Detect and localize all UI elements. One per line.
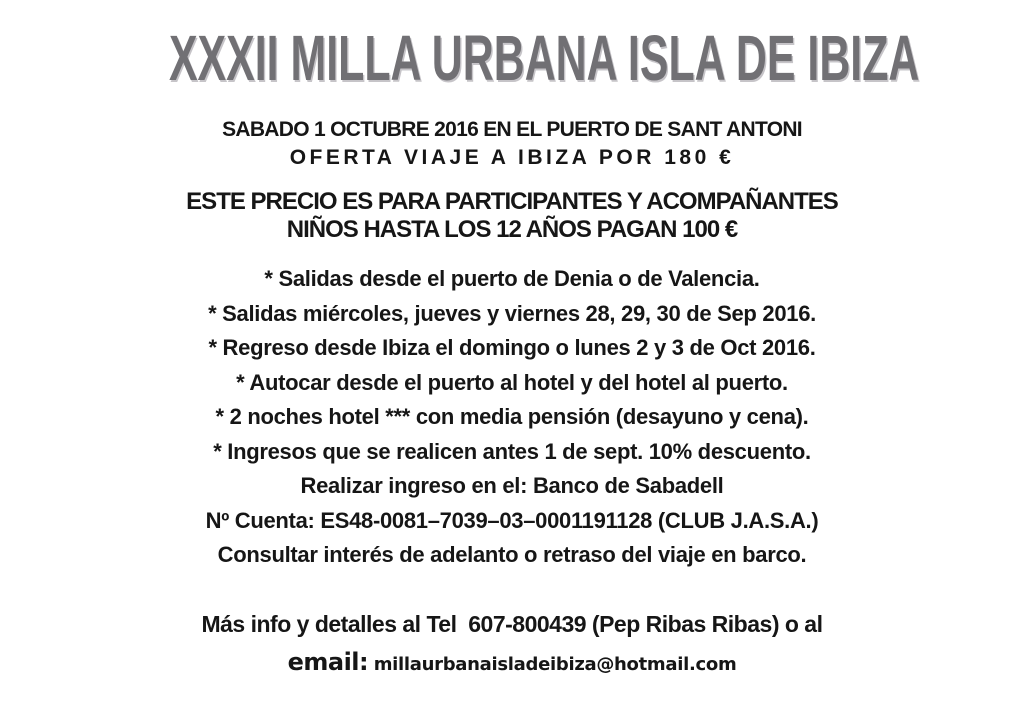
detail-numero-cuenta: Nº Cuenta: ES48-0081–7039–03–0001191128 (CLUB J.A.S.A.) [205,507,819,533]
email-label: email: [287,647,369,676]
contact-phone-line: Más info y detalles al Tel 607-800439 (Pep Ribas Ribas) o al [201,610,823,637]
email-line [0,645,1024,682]
event-date-line: SABADO 1 OCTUBRE 2016 EN EL PUERTO DE SANT ANTONI [222,118,802,141]
detail-salidas-fechas: * Salidas miércoles, jueves y viernes 28, 29, 30 de Sep 2016. [208,300,816,326]
detail-regreso: * Regreso desde Ibiza el domingo o lunes 2 y 3 de Oct 2016. [208,335,816,360]
detail-autocar: * Autocar desde el puerto al hotel y del hotel al puerto. [236,369,788,395]
offer-price-line: OFERTA VIAJE A IBIZA POR 180 € [289,146,735,169]
price-conditions-block [0,188,1024,244]
price-condition-line-1: ESTE PRECIO ES PARA PARTICIPANTES Y ACOMPAÑANTES [186,188,838,215]
detail-banco: Realizar ingreso en el: Banco de Sabadell [300,473,724,498]
detail-hotel: * 2 noches hotel *** con media pensión (desayuno y cena). [215,404,809,429]
price-condition-line-2: NIÑOS HASTA LOS 12 AÑOS PAGAN 100 € [286,216,738,243]
detail-descuento: * Ingresos que se realicen antes 1 de sept. 10% descuento. [213,438,811,464]
detail-consultar: Consultar interés de adelanto o retraso del viaje en barco. [217,542,807,567]
detail-salidas-puertos: * Salidas desde el puerto de Denia o de Valencia. [264,266,760,291]
page-title: XXXII MILLA URBANA ISLA DE IBIZA [168,22,920,94]
email-address: millaurbanaisladeibiza@hotmail.com [373,653,737,675]
trip-details-list [0,262,1024,573]
